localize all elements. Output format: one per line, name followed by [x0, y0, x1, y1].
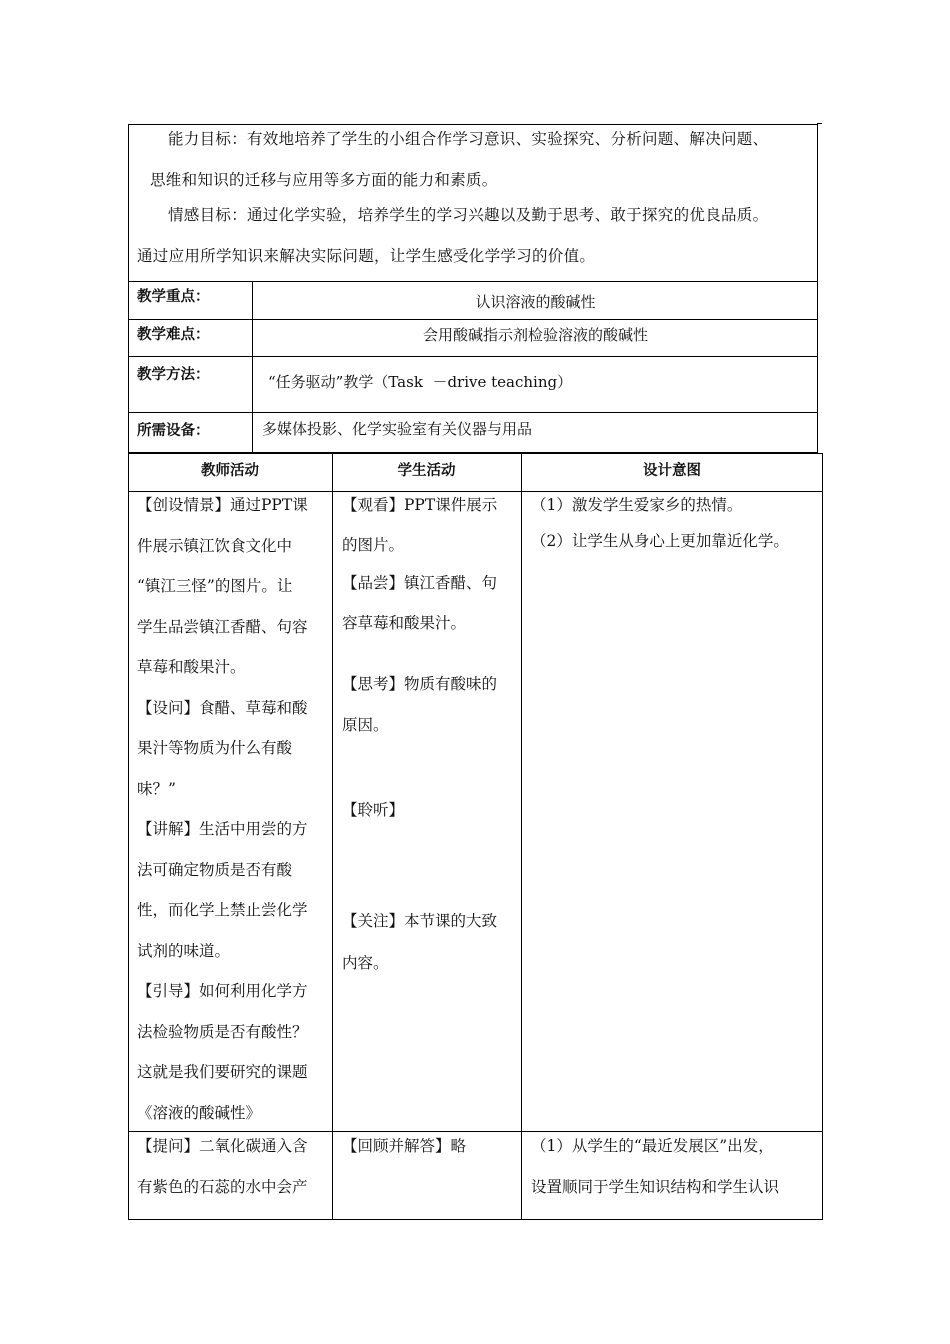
student-line: 【聆听】 [342, 801, 405, 819]
info-row-divider-3 [128, 412, 818, 413]
header-teacher-activity: 教师活动 [201, 463, 259, 479]
row2-design-cell [531, 1126, 819, 1207]
student-line: 【观看】PPT课件展示 [342, 496, 498, 514]
student-line: 【思考】物质有酸味的 [342, 675, 498, 693]
header-student-activity: 学生活动 [397, 463, 456, 479]
row2-student-cell [342, 1126, 517, 1167]
text-line: “镇江三怪”的图片。让 [137, 577, 293, 595]
method-value: “任务驱动”教学（Task －drive teaching） [268, 373, 573, 391]
activity-col-divider-2 [521, 453, 522, 1220]
text-line: 味？” [137, 779, 176, 798]
student-line: 的图片。 [342, 536, 405, 554]
emotion-objective-line2: 通过应用所学知识来解决实际问题，让学生感受化学学习的价值。 [137, 247, 596, 265]
key-point-label: 教学重点： [137, 289, 210, 305]
info-row-divider-1 [128, 319, 818, 320]
text-line: 性，而化学上禁止尝化学 [137, 901, 308, 919]
text-line: 有紫色的石蕊的水中会产 [137, 1177, 308, 1196]
student-line: 容草莓和酸果汁。 [342, 614, 467, 632]
key-point-value: 认识溶液的酸碱性 [475, 293, 596, 311]
row1-teacher-cell [137, 485, 327, 1133]
header-design-intent: 设计意图 [643, 463, 701, 479]
text-line: （1）从学生的“最近发展区”出发， [531, 1137, 774, 1155]
difficulty-label: 教学难点： [137, 327, 210, 343]
design-line: （1）激发学生爱家乡的热情。 [531, 496, 743, 514]
ability-objective-line2: 思维和知识的迁移与应用等多方面的能力和素质。 [150, 171, 498, 189]
text-line: 试剂的味道。 [137, 941, 231, 960]
text-line: 法检验物质是否有酸性？ [137, 1022, 308, 1041]
emotion-objective-line1: 情感目标：通过化学实验，培养学生的学习兴趣以及勤于思考、敢于探究的优良品质。 [168, 206, 769, 224]
text-line: 果汁等物质为什么有酸 [137, 739, 293, 757]
design-line: （2）让学生从身心上更加靠近化学。 [531, 532, 789, 550]
student-line: 【品尝】镇江香醋、句 [342, 574, 498, 592]
text-line: 【设问】食醋、草莓和酸 [137, 698, 308, 717]
equipment-value: 多媒体投影、化学实验室有关仪器与用品 [262, 420, 533, 438]
text-line: 【讲解】生活中用尝的方 [137, 820, 308, 838]
text-line: 【回顾并解答】略 [342, 1137, 467, 1155]
row2-teacher-cell [137, 1126, 327, 1207]
text-line: 学生品尝镇江香醋、句容 [137, 617, 308, 636]
student-line: 原因。 [342, 716, 389, 734]
row1-student-cell [342, 0, 517, 1]
info-row-divider-2 [128, 356, 818, 357]
text-line: 【创设情景】通过PPT课 [137, 496, 308, 514]
text-line: 【引导】如何利用化学方 [137, 982, 308, 1000]
method-label: 教学方法： [137, 367, 210, 383]
text-line: 《溶液的酸碱性》 [137, 1103, 262, 1122]
text-line: 这就是我们要研究的课题 [137, 1063, 308, 1081]
text-line: 设置顺同于学生知识结构和学生认识 [531, 1177, 780, 1196]
student-line: 内容。 [342, 954, 389, 972]
text-line: 【提问】二氧化碳通入含 [137, 1137, 308, 1155]
top-right-tick [817, 123, 822, 124]
difficulty-value: 会用酸碱指示剂检验溶液的酸碱性 [422, 326, 648, 344]
text-line: 法可确定物质是否有酸 [137, 860, 293, 879]
text-line: 件展示镇江饮食文化中 [137, 536, 293, 555]
ability-objective-line1: 能力目标：有效地培养了学生的小组合作学习意识、实验探究、分析问题、解决问题、 [168, 130, 769, 148]
activity-col-divider-1 [332, 453, 333, 1220]
student-line: 【关注】本节课的大致 [342, 912, 498, 930]
equipment-label: 所需设备： [137, 423, 210, 439]
text-line: 草莓和酸果汁。 [137, 658, 246, 676]
